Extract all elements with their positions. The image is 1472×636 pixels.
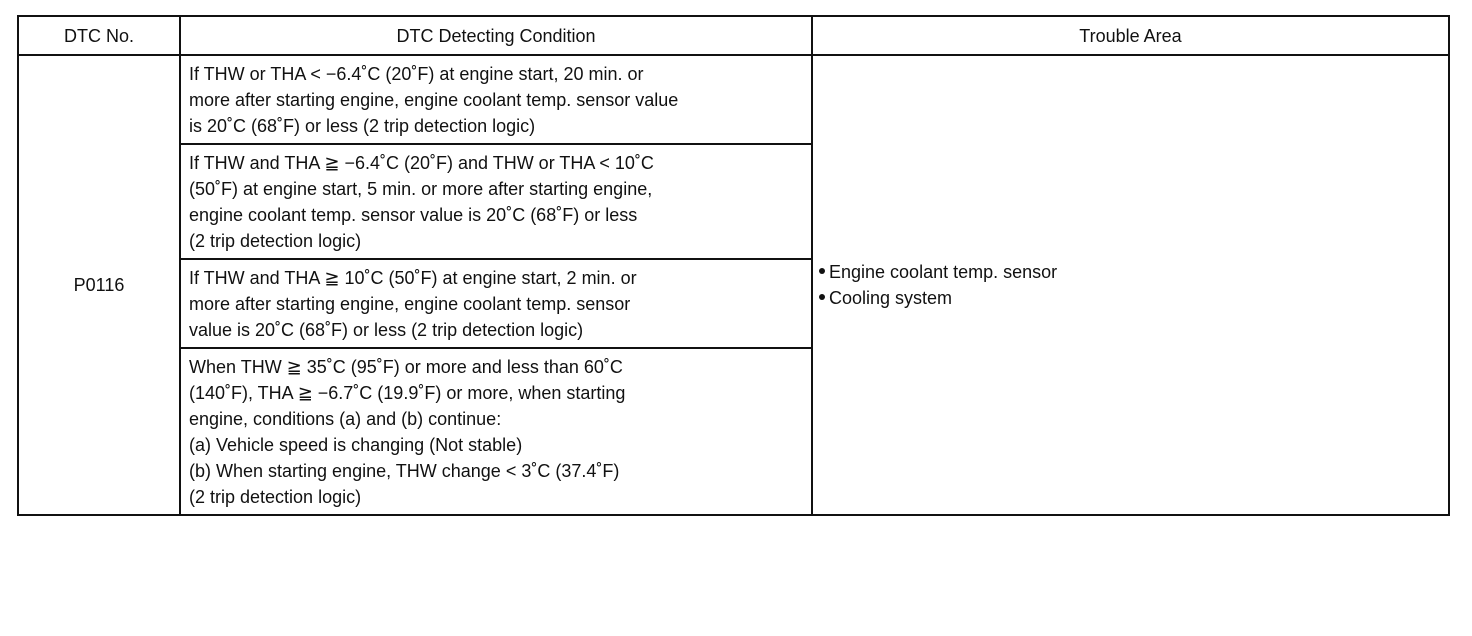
condition-line: is 20˚C (68˚F) or less (2 trip detection logic) [189,116,536,136]
condition-line: more after starting engine, engine coolant temp. sensor value [189,90,679,110]
condition-line: (2 trip detection logic) [189,487,362,507]
condition-line: engine, conditions (a) and (b) continue: [189,409,502,429]
bullet-icon [819,294,825,300]
dtc-table [17,15,1450,516]
header-dtc-no: DTC No. [18,16,180,55]
condition-line: (2 trip detection logic) [189,231,362,251]
condition-cell-2 [180,144,812,259]
condition-line: (140˚F), THA ≧ −6.7˚C (19.9˚F) or more, when starting [189,383,626,403]
trouble-area-item: Engine coolant temp. sensor [819,259,1448,285]
trouble-area-cell [812,55,1449,515]
condition-cell-1 [180,55,812,144]
condition-line: (b) When starting engine, THW change < 3˚C (37.4˚F) [189,461,620,481]
condition-cell-4 [180,348,812,515]
dtc-number-cell: P0116 [18,55,180,515]
condition-line: When THW ≧ 35˚C (95˚F) or more and less than 60˚C [189,357,623,377]
header-trouble-area: Trouble Area [812,16,1449,55]
bullet-icon [819,268,825,274]
condition-line: If THW and THA ≧ −6.4˚C (20˚F) and THW or THA < 10˚C [189,153,654,173]
condition-line: (a) Vehicle speed is changing (Not stable) [189,435,523,455]
trouble-area-item: Cooling system [819,285,1448,311]
condition-line: (50˚F) at engine start, 5 min. or more after starting engine, [189,179,653,199]
condition-line: value is 20˚C (68˚F) or less (2 trip detection logic) [189,320,584,340]
condition-line: If THW or THA < −6.4˚C (20˚F) at engine start, 20 min. or [189,64,644,84]
condition-line: more after starting engine, engine coolant temp. sensor [189,294,631,314]
condition-line: If THW and THA ≧ 10˚C (50˚F) at engine start, 2 min. or [189,268,637,288]
header-row [18,16,1449,55]
header-detecting-condition: DTC Detecting Condition [180,16,812,55]
table-row [18,55,1449,144]
condition-cell-3 [180,259,812,348]
condition-line: engine coolant temp. sensor value is 20˚C (68˚F) or less [189,205,638,225]
